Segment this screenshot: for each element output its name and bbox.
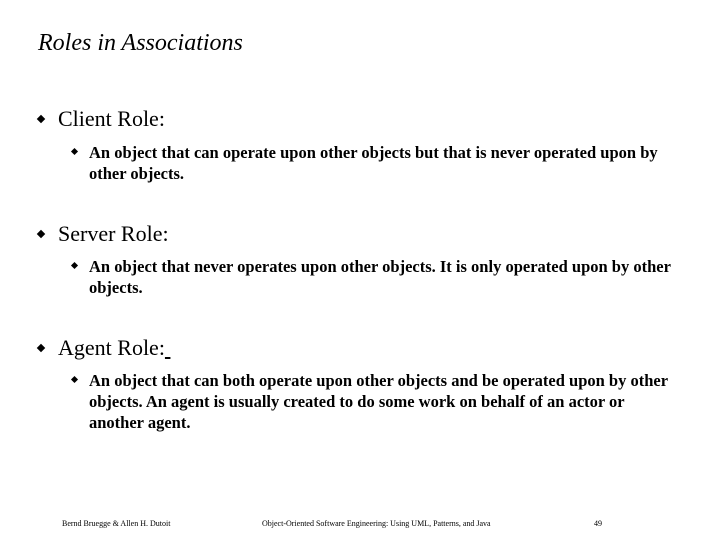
agent-role-trailing bbox=[165, 335, 171, 360]
footer-page-number: 49 bbox=[594, 519, 602, 528]
footer-authors: Bernd Bruegge & Allen H. Dutoit bbox=[62, 519, 171, 528]
bullet-server-role bbox=[38, 221, 169, 247]
client-role-description-item bbox=[72, 142, 672, 184]
slide-title: Roles in Associations bbox=[38, 30, 243, 56]
agent-role-description-item bbox=[72, 370, 672, 433]
client-role-label: Client Role: bbox=[58, 106, 165, 131]
bullet-client-role bbox=[38, 106, 165, 132]
diamond-bullet-icon bbox=[37, 115, 45, 123]
footer-book-title: Object-Oriented Software Engineering: Using UML, Patterns, and Java bbox=[262, 519, 491, 528]
server-role-description: An object that never operates upon other objects. It is only operated upon by other objects. bbox=[89, 257, 671, 297]
client-role-description: An object that can operate upon other objects but that is never operated upon by other objects. bbox=[89, 143, 658, 183]
diamond-bullet-icon bbox=[37, 230, 45, 238]
server-role-description-item bbox=[72, 256, 672, 298]
agent-role-label-group bbox=[58, 335, 170, 361]
bullet-agent-role bbox=[38, 335, 170, 361]
diamond-bullet-icon bbox=[37, 344, 45, 352]
agent-role-label: Agent Role: bbox=[58, 335, 165, 360]
agent-role-description: An object that can both operate upon other objects and be operated upon by other objects. An agent is usually created to do some work on behalf of an actor or another agent. bbox=[89, 371, 668, 432]
server-role-label: Server Role: bbox=[58, 221, 169, 246]
